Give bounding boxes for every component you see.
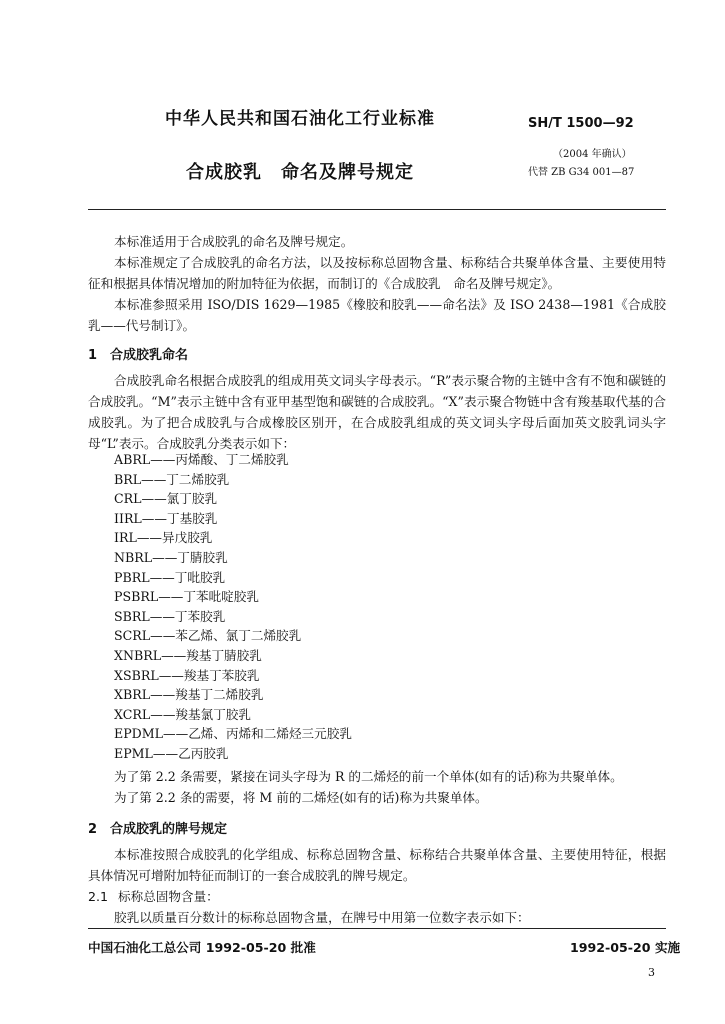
document-title: 合成胶乳 命名及牌号规定 [186, 162, 414, 183]
latex-classification-list [114, 450, 352, 764]
list-item: EPML——乙丙胶乳 [114, 745, 229, 761]
header-divider [88, 209, 666, 210]
list-item: SCRL——苯乙烯、氯丁二烯胶乳 [114, 628, 302, 644]
list-item: ABRL——丙烯酸、丁二烯胶乳 [114, 452, 289, 467]
list-item: XCRL——羧基氯丁胶乳 [114, 706, 251, 722]
section-1-heading [88, 344, 188, 363]
confirmation-year: （2004 年确认） [553, 149, 632, 160]
intro-paragraph-method: 本标准规定了合成胶乳的命名方法，以及按标称总固物含量、标称结合共聚单体含量、主要使用特征和根据具体情况增加的附加特征为依据，而制订的《合成胶乳 命名及牌号规定》。 [88, 255, 666, 291]
list-item: SBRL——丁苯胶乳 [114, 608, 226, 624]
intro-paragraph-scope: 本标准适用于合成胶乳的命名及牌号规定。 [114, 234, 354, 249]
list-item: PSBRL——丁苯吡啶胶乳 [114, 589, 259, 605]
list-item: PBRL——丁吡胶乳 [114, 569, 226, 585]
approval-note: 中国石油化工总公司 1992-05-20 批准 [88, 940, 316, 955]
list-item: XNBRL——羧基丁腈胶乳 [114, 647, 262, 663]
list-item: CRL——氯丁胶乳 [114, 491, 218, 507]
replaces-standard: 代替 ZB G34 001—87 [528, 167, 635, 178]
page-number: 3 [648, 966, 655, 979]
section-number: 1 [88, 348, 98, 363]
list-item: IIRL——丁基胶乳 [114, 510, 218, 526]
subsection-2-1-heading [88, 886, 219, 905]
section-1-paragraph: 合成胶乳命名根据合成胶乳的组成用英文词头字母表示。“R”表示聚合物的主链中含有不饱和碳链的合成胶乳。“M”表示主链中含有亚甲基型饱和碳链的合成胶乳。“X”表示聚合物链中含有羧基取代基的合成胶乳。为了把合成胶乳与合成橡胶区别开，在合成胶乳组成的英文词头字母后面加英文胶乳词头字母“L”表示。合成胶乳分类表示如下： [88, 373, 666, 451]
footer-divider [88, 928, 666, 929]
list-item: EPDML——乙烯、丙烯和二烯烃三元胶乳 [114, 726, 352, 742]
list-item: IRL——异戊胶乳 [114, 530, 213, 546]
comonomer-note-r: 为了第 2.2 条需要，紧接在词头字母为 R 的二烯烃的前一个单体(如有的话)称为共聚单体。 [114, 769, 623, 784]
subsection-2-1-paragraph: 胶乳以质量百分数计的标称总固物含量，在牌号中用第一位数字表示如下： [114, 910, 530, 925]
section-title: 合成胶乳命名 [110, 348, 189, 363]
list-item: XSBRL——羧基丁苯胶乳 [114, 667, 260, 683]
section-number: 2 [88, 822, 98, 837]
subsection-title: 标称总固物含量： [118, 889, 219, 904]
section-2-paragraph: 本标准按照合成胶乳的化学组成、标称总固物含量、标称结合共聚单体含量、主要使用特征，根据具体情况可增附加特征而制订的一套合成胶乳的牌号规定。 [88, 847, 666, 883]
comonomer-note-m: 为了第 2.2 条的需要，将 M 前的二烯烃(如有的话)称为共聚单体。 [114, 790, 488, 805]
standard-category-title: 中华人民共和国石油化工行业标准 [165, 109, 435, 129]
intro-paragraph-reference: 本标准参照采用 ISO/DIS 1629—1985《橡胶和胶乳——命名法》及 ISO 2438—1981《合成胶乳——代号制订》。 [88, 297, 666, 333]
list-item: BRL——丁二烯胶乳 [114, 471, 230, 487]
standard-code: SH/T 1500—92 [528, 116, 634, 131]
list-item: XBRL——羧基丁二烯胶乳 [114, 687, 264, 703]
section-2-heading [88, 818, 227, 837]
section-title: 合成胶乳的牌号规定 [110, 822, 228, 837]
implementation-date: 1992-05-20 实施 [570, 940, 681, 955]
list-item: NBRL——丁腈胶乳 [114, 549, 228, 565]
subsection-number: 2.1 [88, 889, 109, 904]
